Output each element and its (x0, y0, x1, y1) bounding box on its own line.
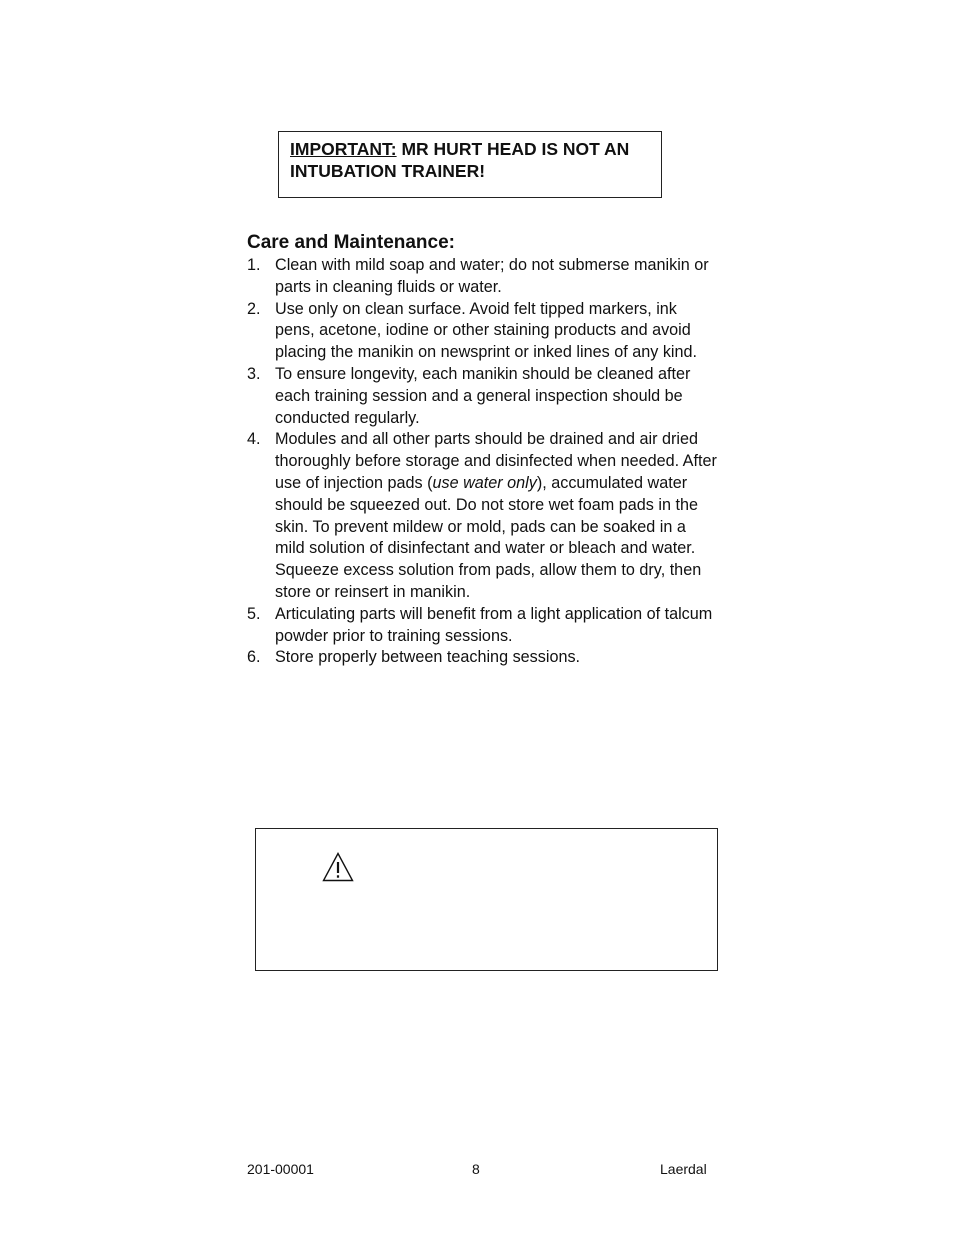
list-item-number: 3. (247, 364, 261, 383)
footer-brand: Laerdal (660, 1161, 707, 1177)
list-item-number: 6. (247, 648, 261, 667)
warning-box (255, 828, 718, 971)
list-item-number: 4. (247, 430, 261, 449)
list-item (247, 364, 717, 429)
list-item-text: Store properly between teaching sessions. (275, 648, 581, 667)
list-item (247, 604, 717, 648)
important-text: MR HURT HEAD IS NOT AN INTUBATION TRAINER! (290, 139, 630, 181)
warning-triangle-icon (322, 852, 354, 882)
care-list (247, 255, 717, 669)
list-item (247, 299, 717, 364)
important-label: IMPORTANT: (290, 139, 397, 159)
list-item-text-part2: ), accumulated water should be squeezed out. Do not store wet foam pads in the skin. To prevent mildew or mold, pads can be soaked in a mild solution of disinfectant and water or bleach and water. Squeeze excess solution from pads, allow them to dry, then store or reinsert in manikin. (275, 473, 702, 601)
list-item (247, 647, 717, 669)
section-title: Care and Maintenance: (247, 232, 455, 253)
list-item (247, 429, 717, 603)
list-item-text: Articulating parts will benefit from a light application of talcum powder prior to training sessions. (275, 604, 713, 645)
important-notice-box (278, 131, 662, 198)
list-item (247, 255, 717, 299)
list-item-text: To ensure longevity, each manikin should be cleaned after each training session and a general inspection should be conducted regularly. (275, 364, 691, 427)
list-item-number: 1. (247, 256, 261, 274)
footer-document-number: 201-00001 (247, 1161, 314, 1177)
list-item-text-italic: use water only (432, 473, 537, 492)
list-item-number: 5. (247, 604, 261, 623)
footer-page-number: 8 (472, 1161, 480, 1177)
list-item-text: Use only on clean surface. Avoid felt tipped markers, ink pens, acetone, iodine or other staining products and avoid placing the manikin on newsprint or inked lines of any kind. (275, 299, 698, 362)
care-maintenance-section (247, 231, 717, 669)
list-item-text: Clean with mild soap and water; do not submerse manikin or parts in cleaning fluids or water. (275, 256, 709, 296)
list-item-number: 2. (247, 299, 261, 318)
list-item-text-part1: Modules and all other parts should be drained and air dried thoroughly before storage and disinfected when needed. After use of injection pads ( (275, 430, 717, 492)
